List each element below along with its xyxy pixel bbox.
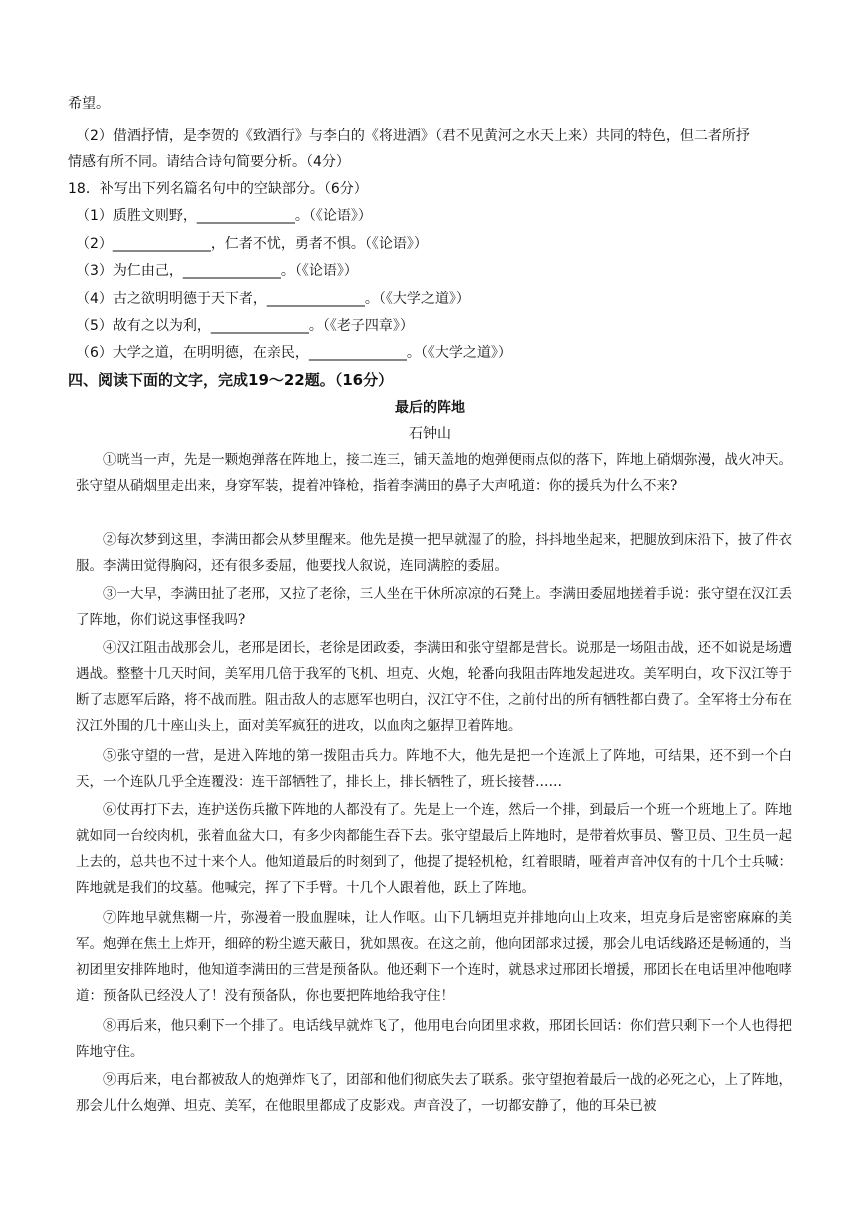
article-paragraph: ⑧再后来，他只剩下一个排了。电话线早就炸飞了，他用电台向团里求救，邢团长回话：你们营只剩下一个人也得把阵地守住。: [76, 1018, 792, 1060]
fill-blank-item: （5）故有之以为利，______________。（《老子四章》）: [76, 318, 414, 334]
article-paragraph: ⑨再后来，电台都被敌人的炮弹炸飞了，团部和他们彻底失去了联系。张守望抱着最后一战的必死之心，上了阵地，那会儿什么炮弹、坦克、美军，在他眼里都成了皮影戏。声音没了，一切都安静了，他的耳朵已被: [76, 1072, 792, 1114]
fill-blank-item: （1）质胜文则野，______________。（《论语》）: [76, 208, 372, 224]
fill-blank-item: （4）古之欲明明德于天下者，______________。（《大学之道》）: [76, 291, 470, 307]
article-paragraph: ①咣当一声，先是一颗炮弹落在阵地上，接二连三，铺天盖地的炮弹便雨点似的落下，阵地上硝烟弥漫，战火冲天。张守望从硝烟里走出来，身穿军装，提着冲锋枪，指着李满田的鼻子大声吼道：你的援兵为什么不来?: [76, 452, 792, 494]
fill-blank-item: （2）______________，仁者不忧，勇者不惧。（《论语》）: [76, 236, 428, 252]
article-title: 最后的阵地: [395, 400, 465, 416]
article-paragraph: ③一大早，李满田扯了老邢，又拉了老徐，三人坐在干休所凉凉的石凳上。李满田委屈地搓着手说：张守望在汉江丢了阵地，你们说这事怪我吗?: [76, 586, 792, 628]
article-paragraph: ⑤张守望的一营，是进入阵地的第一拨阻击兵力。阵地不大，他先是把一个连派上了阵地，可结果，还不到一个白天，一个连队几乎全连覆没：连干部牺牲了，排长上，排长牺牲了，班长接替……: [76, 748, 792, 790]
fill-blank-item: （3）为仁由己，______________。（《论语》）: [76, 263, 358, 279]
text-line: 情感有所不同。请结合诗句简要分析。（4分）: [68, 154, 350, 170]
text-line: 希望。: [68, 96, 110, 112]
question-17-part-2: （2）借酒抒情，是李贺的《致酒行》与李白的《将进酒》（君不见黄河之水天上来）共同的特色，但二者所抒: [76, 128, 750, 144]
article-paragraph: ⑥仗再打下去，连护送伤兵撤下阵地的人都没有了。先是上一个连，然后一个排，到最后一个班一个班地上了。阵地就如同一台绞肉机，张着血盆大口，有多少肉都能生吞下去。张守望最后上阵地时，是带着炊事员、警卫员、卫生员一起上去的，总共也不过十来个人。他知道最后的时刻到了，他提了提轻机枪，红着眼睛，哑着声音冲仅有的十几个士兵喊：阵地就是我们的坟墓。他喊完，挥了下手臂。十几个人跟着他，跃上了阵地。: [76, 802, 792, 896]
article-paragraph: ④汉江阻击战那会儿，老邢是团长，老徐是团政委，李满田和张守望都是营长。说那是一场阻击战，还不如说是场遭遇战。整整十几天时间，美军用几倍于我军的飞机、坦克、火炮，轮番向我阻击阵地发起进攻。美军明白，攻下汉江等于断了志愿军后路，将不战而胜。阻击敌人的志愿军也明白，汉江守不住，之前付出的所有牺牲都白费了。全军将士分布在汉江外围的几十座山头上，面对美军疯狂的进攻，以血肉之躯捍卫着阵地。: [76, 640, 792, 734]
question-18: 18．补写出下列名篇名句中的空缺部分。（6分）: [68, 181, 368, 197]
section-heading: 四、阅读下面的文字，完成19～22题。（16分）: [68, 371, 394, 389]
article-paragraph: ⑦阵地早就焦糊一片，弥漫着一股血腥味，让人作呕。山下几辆坦克并排地向山上攻来，坦克身后是密密麻麻的美军。炮弹在焦土上炸开，细碎的粉尘遮天蔽日，犹如黑夜。在这之前，他向团部求过援，那会儿电话线路还是畅通的，当初团里安排阵地时，他知道李满田的三营是预备队。他还剩下一个连时，就恳求过邢团长增援，邢团长在电话里冲他咆哮道：预备队已经没人了！没有预备队，你也要把阵地给我守住！: [76, 910, 792, 1004]
article-paragraph: ②每次梦到这里，李满田都会从梦里醒来。他先是摸一把早就湿了的脸，抖抖地坐起来，把腿放到床沿下，披了件衣服。李满田觉得胸闷，还有很多委屈，他要找人叙说，连同满腔的委屈。: [76, 532, 792, 574]
fill-blank-item: （6）大学之道，在明明德，在亲民，______________。（《大学之道》）: [76, 345, 512, 361]
article-author: 石钟山: [409, 426, 451, 442]
